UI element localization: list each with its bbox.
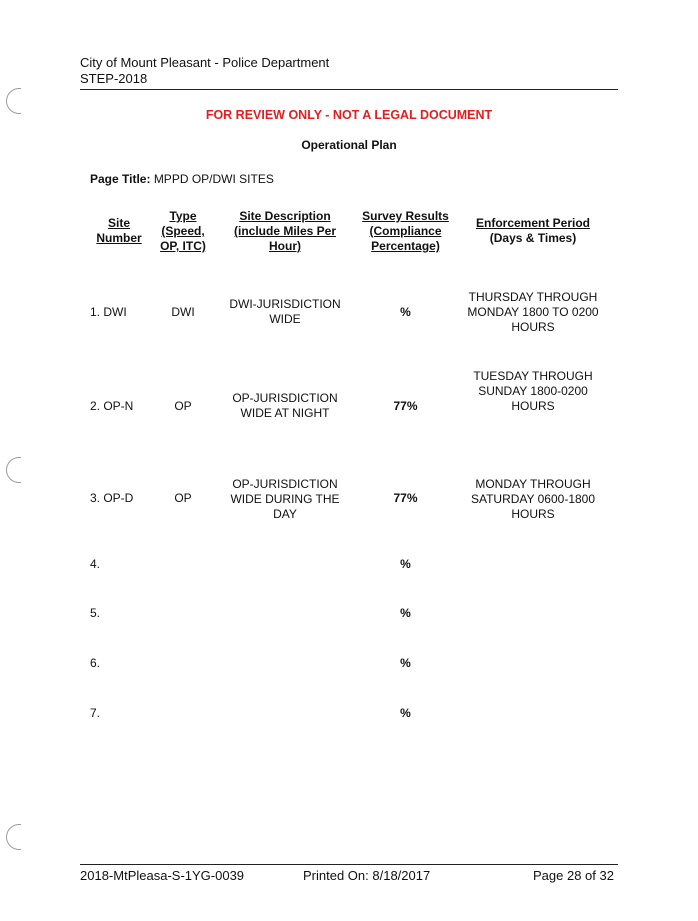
row-3-type: OP <box>174 491 192 505</box>
row-1-type: DWI <box>171 305 195 319</box>
row-1-period: THURSDAY THROUGH MONDAY 1800 TO 0200 HOURS <box>467 290 599 334</box>
row-4-survey: % <box>400 557 411 571</box>
header-enforcement-period: Enforcement Period (Days & Times) <box>475 216 591 245</box>
row-7-survey: % <box>400 706 411 720</box>
section-title: Operational Plan <box>301 138 397 152</box>
row-3-period: MONDAY THROUGH SATURDAY 0600-1800 HOURS <box>470 477 596 521</box>
row-3-description: OP-JURISDICTION WIDE DURING THE DAY <box>230 477 340 521</box>
row-1-survey: % <box>400 305 411 319</box>
row-2-survey: 77% <box>393 399 418 413</box>
page-title <box>90 172 274 186</box>
program-name: STEP-2018 <box>80 71 148 86</box>
row-2-description: OP-JURISDICTION WIDE AT NIGHT <box>232 391 338 420</box>
row-4-number: 4. <box>90 557 101 571</box>
footer-doc-id: 2018-MtPleasa-S-1YG-0039 <box>80 868 245 883</box>
footer-rule <box>80 864 618 865</box>
row-2-type: OP <box>174 399 192 413</box>
row-1-number: 1. DWI <box>90 305 127 319</box>
punch-hole-bottom <box>6 824 21 850</box>
row-2-period: TUESDAY THROUGH SUNDAY 1800-0200 HOURS <box>473 369 593 413</box>
row-5-survey: % <box>400 606 411 620</box>
header-site-number: Site Number <box>96 216 142 245</box>
row-3-number: 3. OP-D <box>90 491 134 505</box>
page-title-label: Page Title: <box>90 172 151 186</box>
row-1-description: DWI-JURISDICTION WIDE <box>229 297 341 326</box>
row-5-number: 5. <box>90 606 101 620</box>
footer-page-number: Page 28 of 32 <box>533 868 614 883</box>
footer-printed-date: Printed On: 8/18/2017 <box>303 868 431 883</box>
row-2-number: 2. OP-N <box>90 399 134 413</box>
document-header <box>80 55 329 87</box>
header-survey-results: Survey Results (Compliance Percentage) <box>362 209 449 253</box>
review-notice: FOR REVIEW ONLY - NOT A LEGAL DOCUMENT <box>205 108 493 122</box>
org-name: City of Mount Pleasant - Police Department <box>80 55 330 70</box>
row-7-number: 7. <box>90 706 101 720</box>
punch-hole-middle <box>6 457 21 483</box>
page-title-value: MPPD OP/DWI SITES <box>153 172 274 186</box>
row-6-survey: % <box>400 656 411 670</box>
row-3-survey: 77% <box>393 491 418 505</box>
header-rule <box>80 89 618 90</box>
row-6-number: 6. <box>90 656 101 670</box>
header-site-description: Site Description (include Miles Per Hour) <box>233 209 337 253</box>
header-type: Type (Speed, OP, ITC) <box>160 209 206 253</box>
